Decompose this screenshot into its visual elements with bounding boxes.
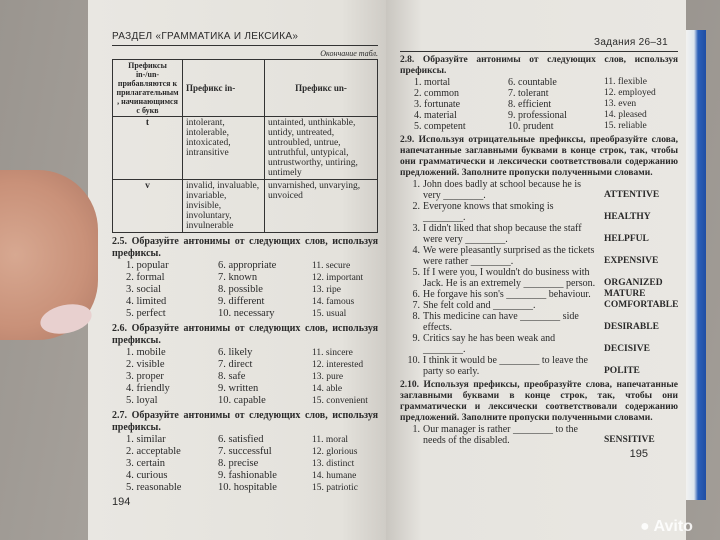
word-item: 3. certain [126, 458, 166, 469]
word-item: 7. successful [218, 446, 272, 457]
word-item: 12. important [312, 273, 364, 283]
word-item: 10. necessary [218, 308, 275, 319]
word-item: 6. countable [508, 77, 557, 88]
word-item: 12. interested [312, 360, 364, 370]
word-item: 15. convenient [312, 396, 368, 406]
item-number: 8. [412, 311, 420, 322]
header-rule [400, 51, 678, 52]
item-number: 6. [412, 289, 420, 300]
item-number: 10. [407, 355, 420, 366]
word-item: 10. hospitable [218, 482, 277, 493]
item-number: 1. [412, 424, 420, 435]
item-answer-word: HELPFUL [604, 234, 649, 244]
word-item: 1. popular [126, 260, 169, 271]
word-item: 9. professional [508, 110, 567, 121]
exercise-item [400, 179, 678, 201]
table-cell: v [113, 180, 183, 233]
word-item: 7. known [218, 272, 258, 283]
word-item: 5. competent [414, 121, 466, 132]
exercise-item [400, 201, 678, 223]
page-number: 194 [112, 496, 131, 508]
exercise-2-9-list [400, 179, 678, 377]
table-cell: t [113, 117, 183, 180]
exercise-title: 2.7. Образуйте антонимы от следующих слов, используя префиксы. [112, 410, 378, 433]
watermark [640, 518, 693, 536]
item-text: She felt cold and ________. [423, 300, 536, 311]
item-text: I didn't liked that shop because the staff were very ________. [423, 223, 582, 245]
word-item: 4. friendly [126, 383, 170, 394]
word-item: 3. fortunate [414, 99, 461, 110]
item-number: 7. [412, 300, 420, 311]
item-answer-word: EXPENSIVE [604, 256, 659, 266]
word-item: 6. likely [218, 347, 253, 358]
book-cover-edge [686, 30, 706, 500]
word-item: 5. loyal [126, 395, 158, 406]
word-item: 2. acceptable [126, 446, 181, 457]
item-number: 9. [412, 333, 420, 344]
exercise-title: 2.8. Образуйте антонимы от следующих слов, используя префиксы. [400, 55, 678, 76]
exercise-2-10-list [400, 424, 678, 446]
word-item: 13. ripe [312, 285, 342, 295]
word-item: 4. limited [126, 296, 167, 307]
item-answer-word: COMFORTABLE [604, 300, 679, 310]
item-text: Our manager is rather ________ to the needs of the disabled. [423, 424, 578, 446]
item-answer-word: ORGANIZED [604, 278, 663, 288]
table-note: Окончание табл. [320, 49, 378, 58]
word-item: 4. material [414, 110, 457, 121]
word-item: 15. usual [312, 309, 347, 319]
exercise-title: 2.5. Образуйте антонимы от следующих слов, используя префиксы. [112, 236, 378, 259]
word-item: 12. glorious [312, 447, 358, 457]
table-cell: untainted, unthinkable, untidy, untreated, untroubled, untrue, untruthful, untypical, untrustworthy, untiring, untimely [265, 117, 378, 180]
watermark-text: Avito [653, 518, 693, 535]
item-text: He forgave his son's ________ behaviour. [423, 289, 591, 300]
word-item: 6. appropriate [218, 260, 277, 271]
word-item: 3. proper [126, 371, 164, 382]
exercises-2-5-to-2-7 [112, 233, 378, 494]
word-item: 14. able [312, 384, 343, 394]
word-item: 14. humane [312, 471, 357, 481]
item-answer-word: POLITE [604, 366, 640, 376]
word-item: 8. efficient [508, 99, 552, 110]
word-item: 8. possible [218, 284, 263, 295]
item-text: Critics say he has been weak and ________. [423, 333, 556, 355]
table-cell: unvarnished, unvarying, unvoiced [265, 180, 378, 233]
word-item: 1. mobile [126, 347, 166, 358]
item-answer-word: ATTENTIVE [604, 190, 660, 200]
section-header: РАЗДЕЛ «ГРАММАТИКА И ЛЕКСИКА» [112, 31, 299, 42]
word-item: 9. fashionable [218, 470, 277, 481]
word-item: 14. pleased [604, 110, 647, 120]
item-number: 5. [412, 267, 420, 278]
item-number: 4. [412, 245, 420, 256]
word-item: 10. prudent [508, 121, 554, 132]
exercise-item [400, 333, 678, 355]
exercise-title: 2.10. Используя префиксы, преобразуйте слова, напечатанные заглавными буквами в конце строк, так, чтобы они грамматически и лексически соответствовали содержанию предложений. Заполните пропуски полученными словами. [400, 380, 678, 423]
exercise-item [400, 267, 678, 289]
exercise-item [400, 355, 678, 377]
word-item: 14. famous [312, 297, 355, 307]
item-text: John does badly at school because he is very ________. [423, 179, 582, 201]
exercise-words [112, 260, 378, 320]
item-answer-word: DESIRABLE [604, 322, 659, 332]
table-cell: invalid, invaluable, invariable, invisible, involuntary, invulnerable [183, 180, 265, 233]
word-item: 11. sincere [312, 348, 353, 358]
watermark-logo-icon: ● [640, 518, 650, 535]
exercise-item [400, 245, 678, 267]
word-item: 10. capable [218, 395, 266, 406]
word-item: 9. written [218, 383, 259, 394]
item-number: 2. [412, 201, 420, 212]
word-item: 13. pure [312, 372, 344, 382]
item-text: We were pleasantly surprised as the tickets were rather ________. [423, 245, 595, 267]
word-item: 1. similar [126, 434, 166, 445]
word-item: 7. tolerant [508, 88, 549, 99]
word-item: 4. curious [126, 470, 168, 481]
word-item: 11. secure [312, 261, 351, 271]
word-item: 5. perfect [126, 308, 166, 319]
table-header: Префикс un- [265, 60, 378, 117]
item-answer-word: DECISIVE [604, 344, 650, 354]
exercise-item [400, 289, 678, 300]
word-item: 15. reliable [604, 121, 647, 131]
word-item: 1. mortal [414, 77, 451, 88]
word-item: 11. flexible [604, 77, 647, 87]
item-text: Everyone knows that smoking is ________. [423, 201, 554, 223]
right-page-content [400, 36, 678, 461]
table-header: Префиксы in-/un- прибавляются к прилагательным, начинающимся с букв [113, 60, 183, 117]
word-item: 8. precise [218, 458, 259, 469]
word-item: 2. visible [126, 359, 165, 370]
exercise-item [400, 223, 678, 245]
word-item: 13. distinct [312, 459, 355, 469]
word-item: 9. different [218, 296, 265, 307]
item-answer-word: SENSITIVE [604, 435, 655, 445]
item-answer-word: MATURE [604, 289, 646, 299]
word-item: 2. common [414, 88, 459, 99]
exercise-title: 2.6. Образуйте антонимы от следующих слов, используя префиксы. [112, 323, 378, 346]
exercise-words [112, 347, 378, 407]
word-item: 12. employed [604, 88, 656, 98]
table-header: Префикс in- [183, 60, 265, 117]
item-text: This medicine can have ________ side effects. [423, 311, 579, 333]
word-item: 15. patriotic [312, 483, 358, 493]
prefix-table [112, 59, 378, 233]
word-item: 2. formal [126, 272, 165, 283]
word-item: 13. even [604, 99, 637, 109]
word-item: 6. satisfied [218, 434, 264, 445]
word-item: 7. direct [218, 359, 253, 370]
item-text: If I were you, I wouldn't do business with Jack. He is an extremely ________ person. [423, 267, 596, 289]
exercise-2-8-words [400, 77, 678, 132]
exercise-item [400, 300, 678, 311]
item-answer-word: HEALTHY [604, 212, 651, 222]
word-item: 8. safe [218, 371, 246, 382]
exercise-item [400, 424, 678, 446]
exercise-item [400, 311, 678, 333]
tasks-header: Задания 26–31 [593, 37, 668, 48]
right-page [386, 0, 686, 540]
header-rule [112, 45, 378, 46]
left-page-content [112, 30, 378, 509]
item-text: I think it would be ________ to leave the party so early. [423, 355, 588, 377]
page-number: 195 [629, 448, 648, 460]
exercise-title: 2.9. Используя отрицательные префиксы, преобразуйте слова, напечатанные заглавными буквами в конце строк, так, чтобы они грамматически и лексически соответствовали содержанию предложений. Заполните пропуски полученными словами. [400, 135, 678, 178]
left-page [88, 0, 386, 540]
item-number: 1. [412, 179, 420, 190]
word-item: 11. moral [312, 435, 349, 445]
item-number: 3. [412, 223, 420, 234]
exercise-words [112, 434, 378, 494]
table-cell: intolerant, intolerable, intoxicated, intransitive [183, 117, 265, 180]
word-item: 3. social [126, 284, 161, 295]
word-item: 5. reasonable [126, 482, 182, 493]
